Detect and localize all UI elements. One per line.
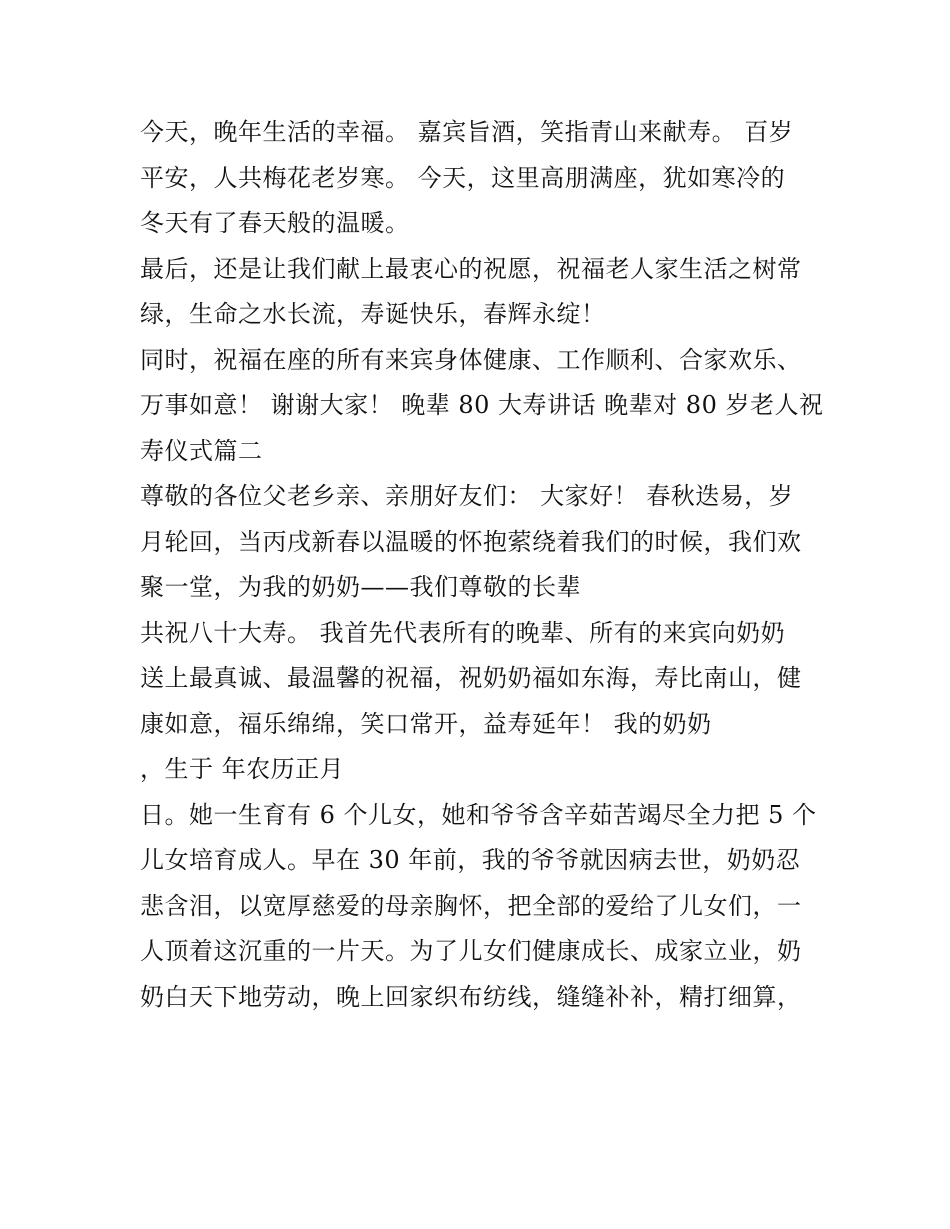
text-line-4: 最后，还是让我们献上最衷心的祝愿，祝福老人家生活之树常	[140, 254, 802, 283]
text-line-19: 人顶着这沉重的一片天。为了儿女们健康成长、成家立业，奶	[140, 937, 802, 965]
text-line-15: ，生于 年农历正月	[140, 755, 345, 783]
text-line-8: 寿仪式篇二	[140, 436, 263, 465]
text-line-10: 月轮回，当丙戌新春以温暖的怀抱萦绕着我们的时候，我们欢	[140, 527, 802, 556]
text-line-5: 绿，生命之水长流，寿诞快乐，春辉永绽！	[140, 300, 606, 328]
text-line-6: 同时，祝福在座的所有来宾身体健康、工作顺利、合家欢乐、	[140, 345, 802, 374]
text-line-20: 奶白天下地劳动，晚上回家织布纺线，缝缝补补，精打细算，	[140, 982, 802, 1011]
text-line-13: 送上最真诚、最温馨的祝福，祝奶奶福如东海，寿比南山，健	[140, 664, 802, 692]
document-body	[140, 110, 824, 1020]
text-line-1: 今天，晚年生活的幸福。 嘉宾旨酒，笑指青山来献寿。 百岁	[140, 118, 794, 146]
text-line-3: 冬天有了春天般的温暖。	[140, 209, 410, 237]
text-line-17: 儿女培育成人。早在 30 年前，我的爷爷就因病去世，奶奶忍	[140, 846, 801, 874]
text-line-18: 悲含泪，以宽厚慈爱的母亲胸怀，把全部的爱给了儿女们，一	[140, 891, 802, 920]
text-line-14: 康如意，福乐绵绵，笑口常开，益寿延年！ 我的奶奶	[140, 709, 712, 738]
text-line-2: 平安，人共梅花老岁寒。 今天，这里高朋满座，犹如寒冷的	[140, 163, 786, 192]
text-line-12: 共祝八十大寿。 我首先代表所有的晚辈、所有的来宾向奶奶	[140, 618, 786, 647]
text-line-11: 聚一堂，为我的奶奶——我们尊敬的长辈	[140, 573, 581, 601]
text-line-7: 万事如意！ 谢谢大家！ 晚辈 80 大寿讲话 晚辈对 80 岁老人祝	[140, 391, 824, 419]
text-line-9: 尊敬的各位父老乡亲、亲朋好友们： 大家好！ 春秋迭易，岁	[140, 482, 794, 510]
text-line-16: 日。她一生育有 6 个儿女，她和爷爷含辛茹苦竭尽全力把 5 个	[140, 800, 817, 829]
